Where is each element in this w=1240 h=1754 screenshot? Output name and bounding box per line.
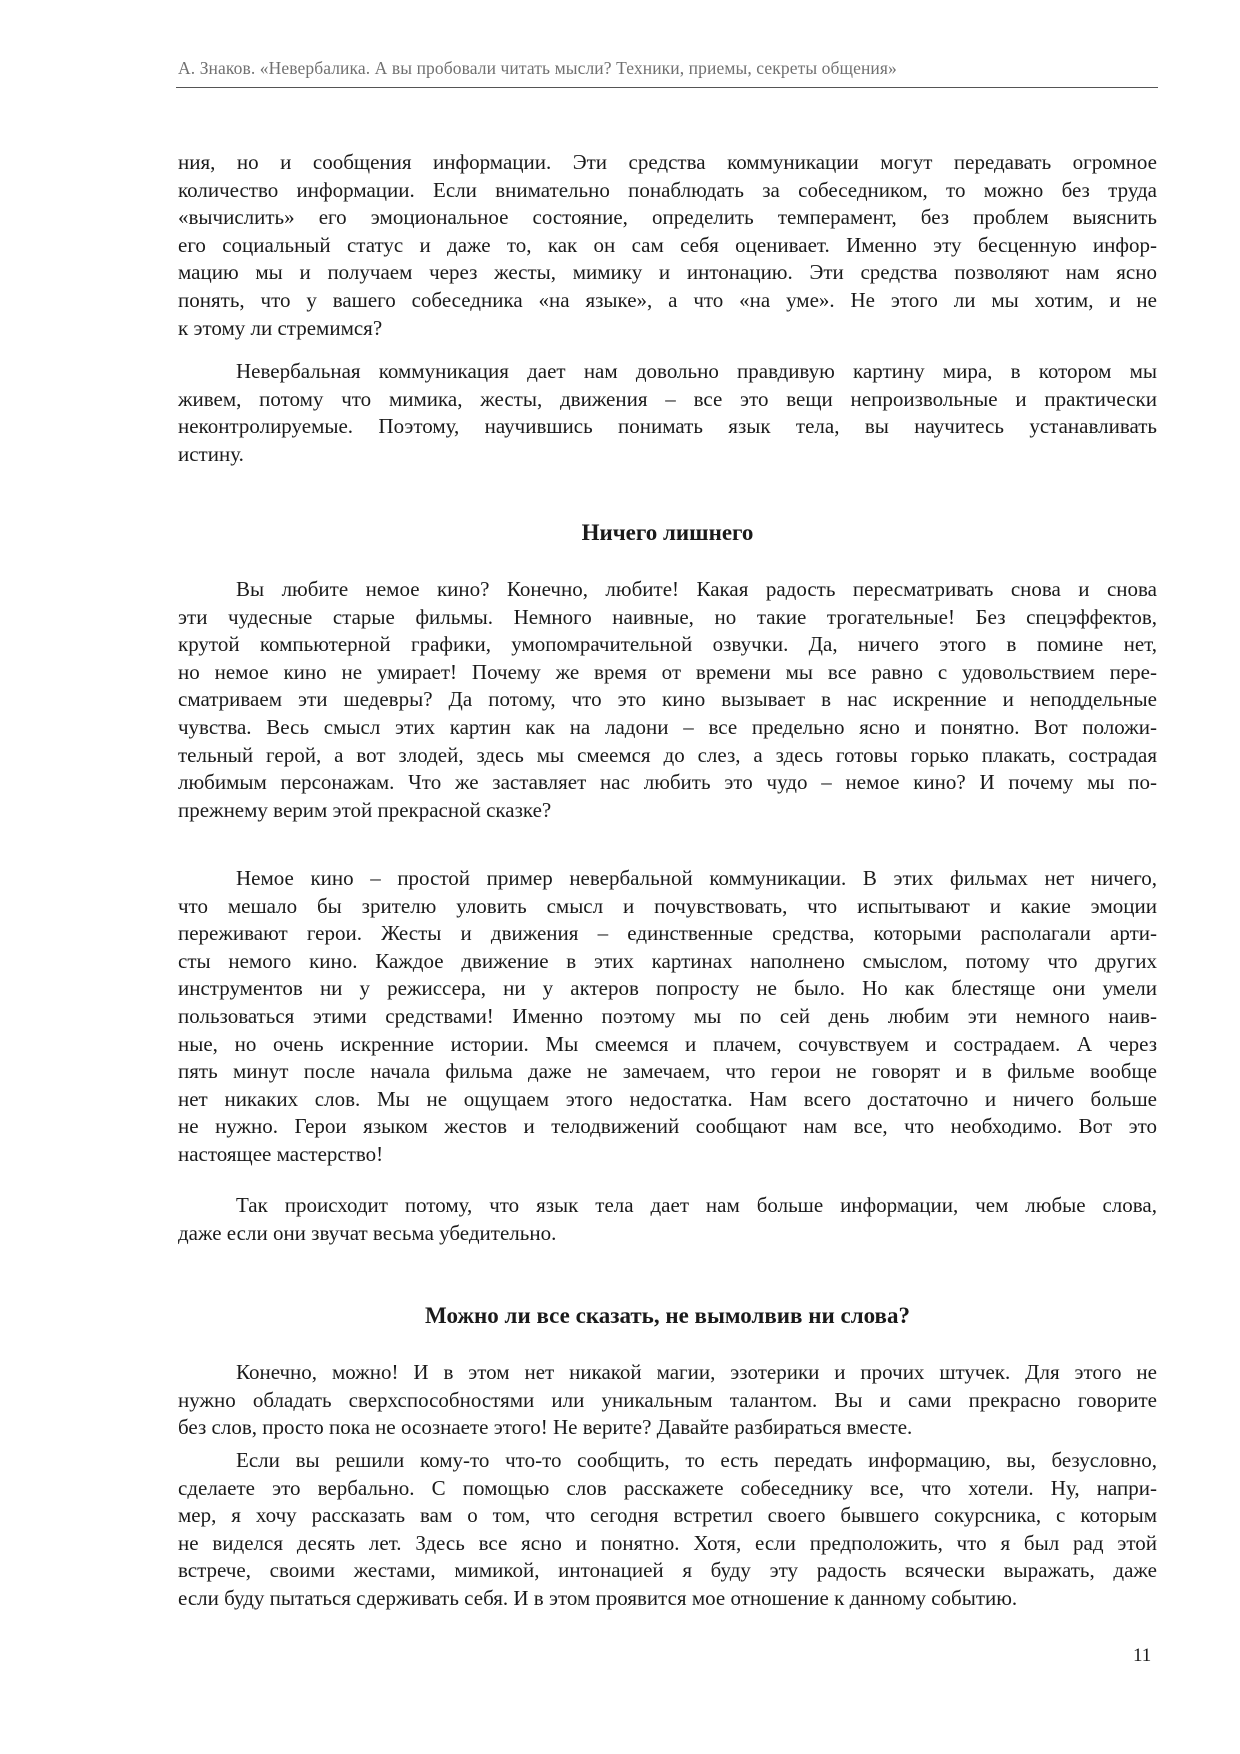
paragraph-line: тельный герой, а вот злодей, здесь мы смеемся до слез, а здесь готовы горько плакать, сострадая xyxy=(178,742,1157,767)
paragraph-line: Так происходит потому, что язык тела дает нам больше информации, чем любые слова, xyxy=(236,1193,1157,1217)
paragraph-line: сделаете это вербально. С помощью слов расскажете собеседнику все, что хотели. Ну, напри- xyxy=(178,1475,1157,1500)
paragraph-line: мер, я хочу рассказать вам о том, что сегодня встретил своего бывшего сокурсника, с которым xyxy=(178,1503,1157,1528)
header-rule xyxy=(176,87,1158,88)
page-number: 11 xyxy=(1133,1645,1152,1666)
paragraph-line: «вычислить» его эмоциональное состояние, определить темперамент, без проблем выяснить xyxy=(178,205,1157,230)
paragraph-line: мацию мы и получаем через жесты, мимику и интонацию. Эти средства позволяют нам ясно xyxy=(178,260,1157,285)
paragraph-line: сматриваем эти шедевры? Да потому, что это кино вызывает в нас искренние и неподдельные xyxy=(178,687,1157,712)
section-heading: Можно ли все сказать, не вымолвив ни слова? xyxy=(425,1303,910,1328)
paragraph-line: к этому ли стремимся? xyxy=(178,315,383,340)
paragraph-line: сты немого кино. Каждое движение в этих картинах наполнено смыслом, потому что других xyxy=(178,948,1157,973)
paragraph-line: количество информации. Если внимательно понаблюдать за собеседником, то можно без труда xyxy=(178,177,1157,202)
paragraph-line: ные, но очень искренние истории. Мы смеемся и плачем, сочувствуем и сострадаем. А через xyxy=(178,1031,1157,1056)
paragraph-line: пользоваться этими средствами! Именно поэтому мы по сей день любим эти немного наив- xyxy=(178,1004,1157,1028)
paragraph-line: нужно обладать сверхспособностями или уникальным талантом. Вы и сами прекрасно говорите xyxy=(178,1387,1157,1412)
paragraph-line: не виделся десять лет. Здесь все ясно и понятно. Хотя, если предположить, что я был рад этой xyxy=(178,1530,1157,1555)
paragraph-line: ния, но и сообщения информации. Эти средства коммуникации могут передавать огромное xyxy=(178,150,1157,174)
paragraph-line: Невербальная коммуникация дает нам довольно правдивую картину мира, в котором мы xyxy=(236,359,1157,383)
paragraph-line: крутой компьютерной графики, умопомрачительной озвучки. Да, ничего этого в помине нет, xyxy=(178,632,1157,657)
paragraph-line: чувства. Весь смысл этих картин как на ладони – все предельно ясно и понятно. Вот положи- xyxy=(178,715,1157,739)
paragraph-line: Конечно, можно! И в этом нет никакой магии, эзотерики и прочих штучек. Для этого не xyxy=(236,1360,1157,1384)
running-head: А. Знаков. «Невербалика. А вы пробовали читать мысли? Техники, приемы, секреты общения» xyxy=(178,58,897,78)
paragraph-line: без слов, просто пока не осознаете этого! Не верите? Давайте разбираться вместе. xyxy=(178,1415,913,1440)
paragraph-line: но немое кино не умирает! Почему же время от времени мы все равно с удовольствием пере- xyxy=(178,659,1157,684)
paragraph-line: Немое кино – простой пример невербальной коммуникации. В этих фильмах нет ничего, xyxy=(236,866,1157,890)
paragraph-line: Вы любите немое кино? Конечно, любите! Какая радость пересматривать снова и снова xyxy=(236,577,1157,601)
paragraph-line: Если вы решили кому-то что-то сообщить, то есть передать информацию, вы, безусловно, xyxy=(236,1448,1157,1472)
paragraph-line: даже если они звучат весьма убедительно. xyxy=(178,1220,557,1245)
paragraph-line: настоящее мастерство! xyxy=(178,1142,384,1166)
paragraph-line: нет никаких слов. Мы не ощущаем этого недостатка. Нам всего достаточно и ничего больше xyxy=(178,1086,1157,1111)
paragraph-line: пять минут после начала фильма даже не замечаем, что герои не говорят и в фильме вообще xyxy=(178,1059,1157,1084)
paragraph-line: если буду пытаться сдерживать себя. И в этом проявится мое отношение к данному событию. xyxy=(178,1586,1018,1610)
paragraph-line: понять, что у вашего собеседника «на языке», а что «на уме». Не этого ли мы хотим, и не xyxy=(178,288,1157,312)
paragraph-line: эти чудесные старые фильмы. Немного наивные, но такие трогательные! Без спецэффектов, xyxy=(178,604,1157,629)
paragraph-line: живем, потому что мимика, жесты, движения – все это вещи непроизвольные и практически xyxy=(178,386,1157,411)
paragraph-line: неконтролируемые. Поэтому, научившись понимать язык тела, вы научитесь устанавливать xyxy=(178,414,1157,439)
paragraph-line: его социальный статус и даже то, как он сам себя оценивает. Именно эту бесценную инфор- xyxy=(178,232,1157,257)
paragraph-line: встрече, своими жестами, мимикой, интонацией я буду эту радость всячески выражать, даже xyxy=(178,1558,1157,1583)
paragraph-line: инструментов ни у режиссера, ни у актеров попросту не было. Но как блестяще они умели xyxy=(178,976,1157,1001)
paragraph-line: истину. xyxy=(178,441,244,466)
paragraph-line: переживают герои. Жесты и движения – единственные средства, которыми располагали арти- xyxy=(178,921,1157,946)
paragraph-line: что мешало бы зрителю уловить смысл и почувствовать, что испытывают и какие эмоции xyxy=(178,893,1157,918)
paragraph-line: не нужно. Герои языком жестов и телодвижений сообщают нам все, что необходимо. Вот это xyxy=(178,1114,1157,1139)
paragraph-line: прежнему верим этой прекрасной сказке? xyxy=(178,797,552,822)
paragraph-line: любимым персонажам. Что же заставляет нас любить это чудо – немое кино? И почему мы по- xyxy=(178,770,1157,795)
section-heading: Ничего лишнего xyxy=(581,520,754,545)
